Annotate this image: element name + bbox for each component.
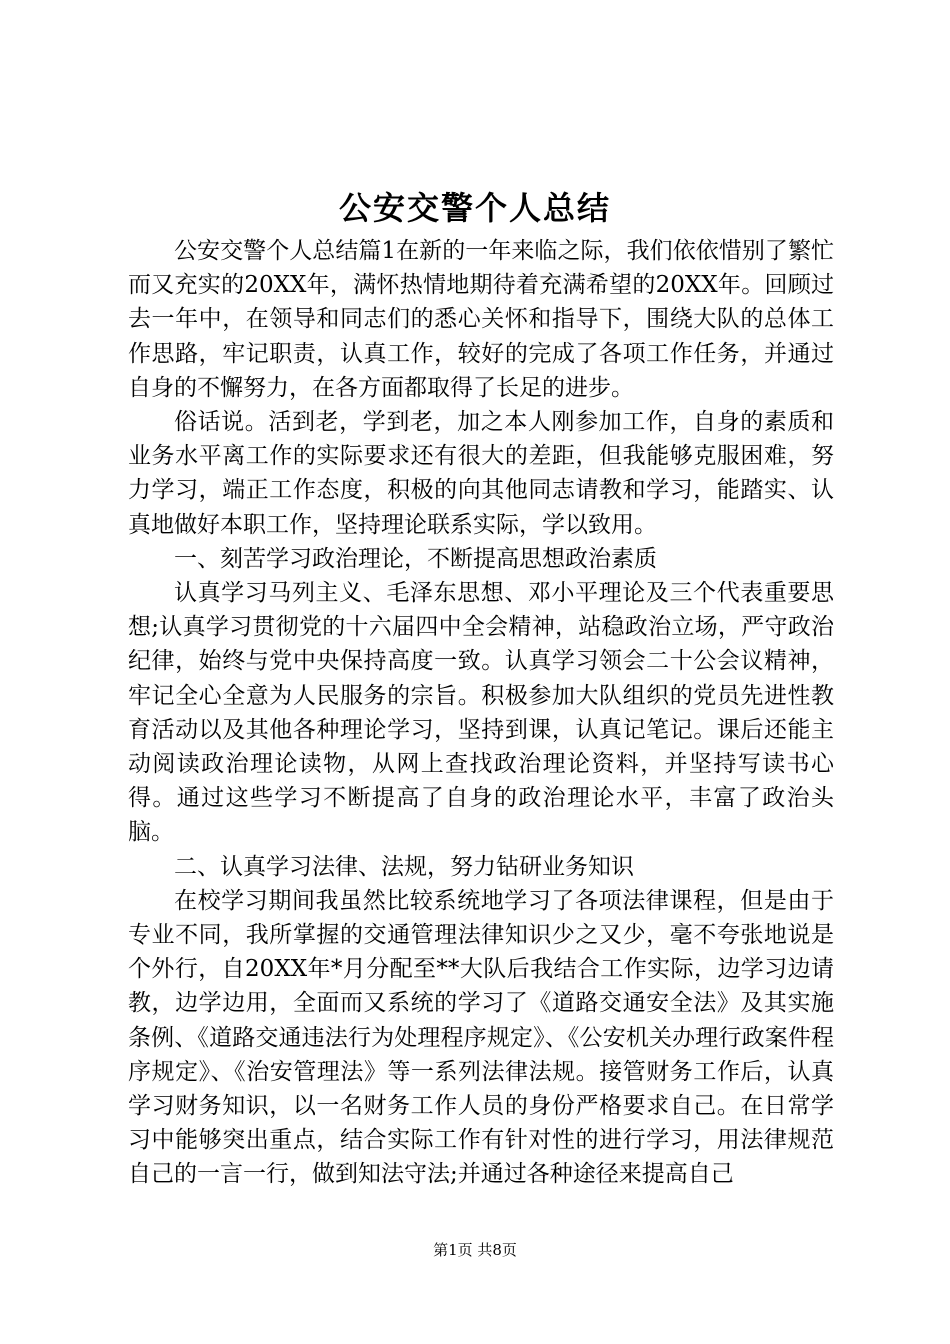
section-heading-2: 二、认真学习法律、法规，努力钻研业务知识 bbox=[174, 853, 634, 880]
document-title: 公安交警个人总结 bbox=[338, 189, 611, 227]
page-number: 第1页 共8页 bbox=[433, 1241, 517, 1259]
paragraph-proverb: 俗话说。活到老，学到老，加之本人刚参加工作，自身的素质和业务水平离工作的实际要求还有很大的差距，但我能够克服困难，努力学习，端正工作态度，积极的向其他同志请教和学习，能踏实、认真地做好本职工作，坚持理论联系实际，学以致用。 bbox=[128, 409, 834, 538]
paragraph-politics: 认真学习马列主义、毛泽东思想、邓小平理论及三个代表重要思想;认真学习贯彻党的十六届四中全会精神，站稳政治立场，严守政治纪律，始终与党中央保持高度一致。认真学习领会二十公会议精神，牢记全心全意为人民服务的宗旨。积极参加大队组织的党员先进性教育活动以及其他各种理论学习，坚持到课，认真记笔记。课后还能主动阅读政治理论读物，从网上查找政治理论资料，并坚持写读书心得。通过这些学习不断提高了自身的政治理论水平，丰富了政治头脑。 bbox=[128, 580, 834, 846]
paragraph-intro: 公安交警个人总结篇1在新的一年来临之际，我们依依惜别了繁忙而又充实的20XX年，满怀热情地期待着充满希望的20XX年。回顾过去一年中，在领导和同志们的悉心关怀和指导下，围绕大队的总体工作思路，牢记职责，认真工作，较好的完成了各项工作任务，并通过自身的不懈努力，在各方面都取得了长足的进步。 bbox=[128, 238, 834, 401]
paragraph-law: 在校学习期间我虽然比较系统地学习了各项法律课程，但是由于专业不同，我所掌握的交通管理法律知识少之又少，毫不夸张地说是个外行，自20XX年*月分配至**大队后我结合工作实际，边学习边请教，边学边用，全面而又系统的学习了《道路交通安全法》及其实施条例、《道路交通违法行为处理程序规定》、《公安机关办理行政案件程序规定》、《治安管理法》等一系列法律法规。接管财务工作后，认真学习财务知识，以一名财务工作人员的身份严格要求自己。在日常学习中能够突出重点，结合实际工作有针对性的进行学习，用法律规范自己的一言一行，做到知法守法;并通过各种途径来提高自己 bbox=[128, 887, 834, 1188]
section-heading-1: 一、刻苦学习政治理论，不断提高思想政治素质 bbox=[174, 545, 657, 572]
document-body bbox=[128, 234, 834, 1192]
